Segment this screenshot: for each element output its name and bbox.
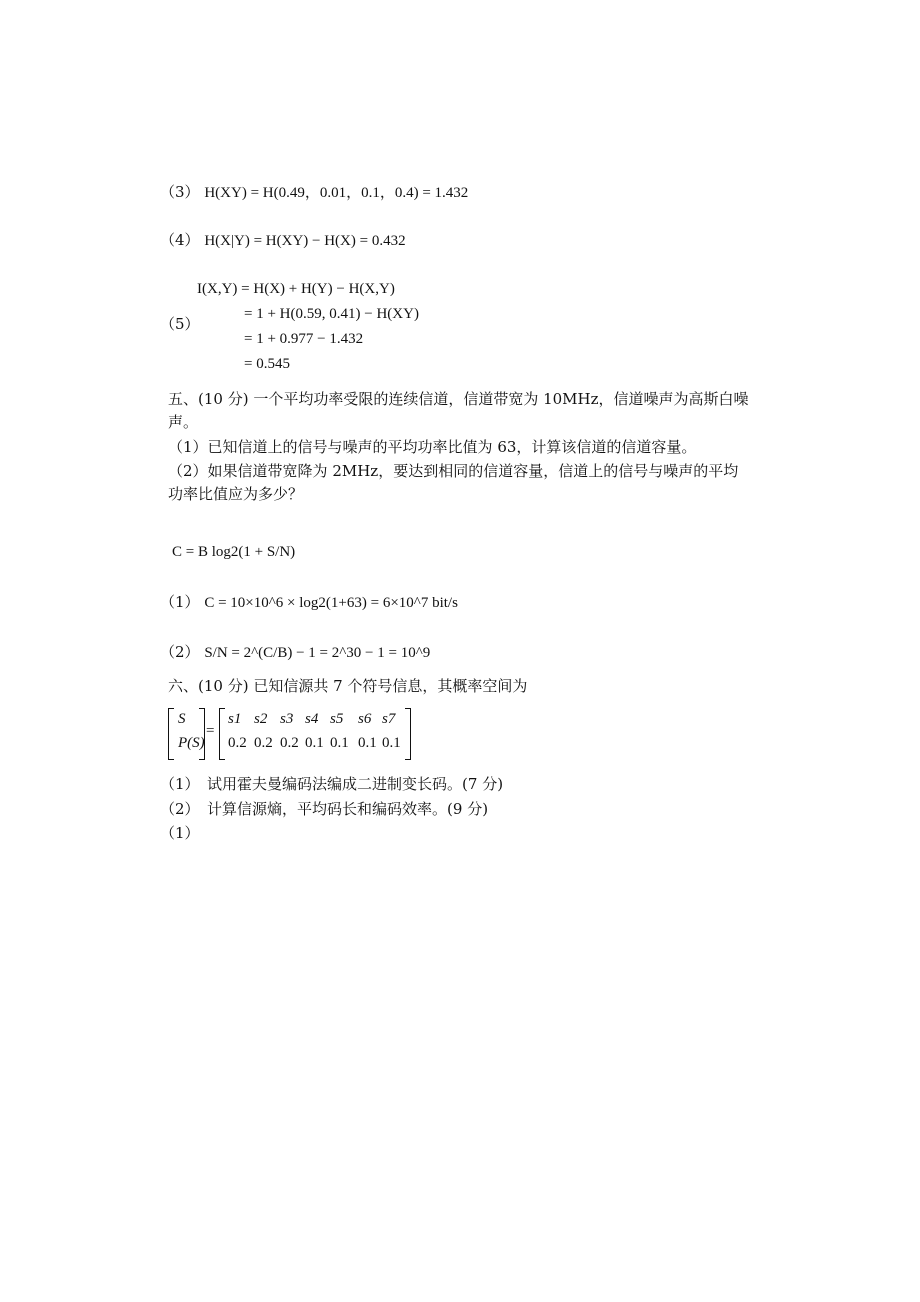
matrix-symbol-2: s2 xyxy=(254,711,268,727)
q5-answer-2 xyxy=(160,642,430,663)
q5-subquestion-2-line-2: 功率比值应为多少？ xyxy=(168,485,304,503)
matrix-probability-5: 0.1 xyxy=(330,735,349,751)
q5-subquestion-1: （1）已知信道上的信号与噪声的平均功率比值为 63，计算该信道的信道容量。 xyxy=(168,438,697,456)
matrix-probability-4: 0.1 xyxy=(305,735,324,751)
matrix-probability-6: 0.1 xyxy=(358,735,377,751)
q5-answer-1 xyxy=(160,592,458,613)
q6-answer-1-label: （1） xyxy=(160,824,200,842)
right-matrix-close-bracket xyxy=(405,708,411,760)
q5-heading-line-2: 声。 xyxy=(168,413,199,431)
item-4-expression: H(X|Y) = H(XY) − H(X) = 0.432 xyxy=(204,233,406,249)
matrix-symbol-1: s1 xyxy=(228,711,242,727)
item-5-line-3: = 1 + 0.977 − 1.432 xyxy=(244,331,364,347)
left-matrix-close-bracket xyxy=(199,708,205,760)
matrix-left-row-2: P(S) xyxy=(178,735,205,751)
matrix-left-row-1: S xyxy=(178,711,186,727)
matrix-probability-7: 0.1 xyxy=(382,735,401,751)
right-matrix-open-bracket xyxy=(219,708,225,760)
q6-task-2: （2） 计算信源熵，平均码长和编码效率。(9 分) xyxy=(160,800,489,818)
left-matrix-open-bracket xyxy=(168,708,174,760)
item-3-label: （3） xyxy=(160,183,200,201)
probability-space-matrix xyxy=(168,708,418,760)
item-5-line-1: I(X,Y) = H(X) + H(Y) − H(X,Y) xyxy=(197,281,395,297)
q5-answer-2-expression: S/N = 2^(C/B) − 1 = 2^30 − 1 = 10^9 xyxy=(204,645,431,661)
item-3 xyxy=(160,182,468,203)
item-5-label: （5） xyxy=(160,315,200,333)
q6-heading: 六、(10 分) 已知信源共 7 个符号信息，其概率空间为 xyxy=(168,677,528,695)
q5-subquestion-2-line-1: （2）如果信道带宽降为 2MHz，要达到相同的信道容量，信道上的信号与噪声的平均 xyxy=(168,462,739,480)
item-3-expression: H(XY) = H(0.49，0.01，0.1，0.4) = 1.432 xyxy=(204,185,469,201)
matrix-symbol-6: s6 xyxy=(358,711,372,727)
item-4 xyxy=(160,230,406,251)
matrix-probability-2: 0.2 xyxy=(254,735,273,751)
capacity-formula: C = B log2(1 + S/N) xyxy=(172,544,296,560)
item-4-label: （4） xyxy=(160,231,200,249)
q6-task-1: （1） 试用霍夫曼编码法编成二进制变长码。(7 分) xyxy=(160,775,504,793)
matrix-probability-1: 0.2 xyxy=(228,735,247,751)
matrix-probability-3: 0.2 xyxy=(280,735,299,751)
item-5-line-4: = 0.545 xyxy=(244,356,290,372)
matrix-symbol-3: s3 xyxy=(280,711,294,727)
equals-sign: = xyxy=(206,723,215,739)
matrix-symbol-4: s4 xyxy=(305,711,319,727)
matrix-symbol-7: s7 xyxy=(382,711,396,727)
q5-answer-1-expression: C = 10×10^6 × log2(1+63) = 6×10^7 bit/s xyxy=(204,595,458,611)
q5-heading-line-1: 五、(10 分) 一个平均功率受限的连续信道，信道带宽为 10MHz，信道噪声为高斯白噪 xyxy=(168,390,749,408)
matrix-symbol-5: s5 xyxy=(330,711,344,727)
q5-answer-1-label: （1） xyxy=(160,593,200,611)
item-5-line-2: = 1 + H(0.59, 0.41) − H(XY) xyxy=(244,306,419,322)
q5-answer-2-label: （2） xyxy=(160,643,200,661)
